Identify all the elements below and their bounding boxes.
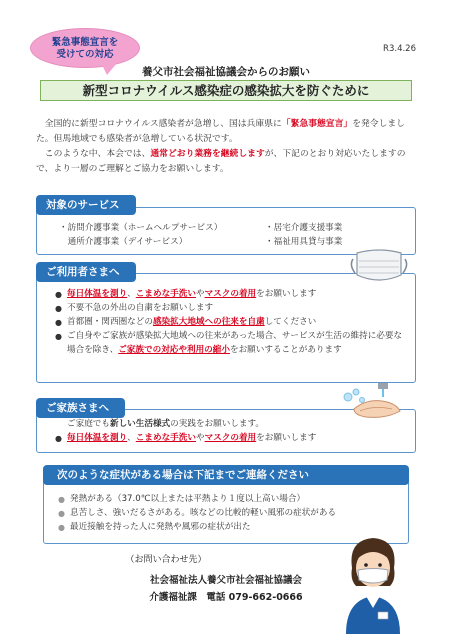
family-heading: ご家族さまへ [36,398,125,418]
users-b1-mid2: や [195,289,205,299]
contact-dept-phone: 介護福祉課 電話 079-662-0666 [149,592,303,603]
list-item: ● 最近接触を持った人に発熱や風邪の症状が出た [58,521,398,535]
list-item [55,288,407,302]
users-b1-end: をお願いします [256,289,317,299]
contact-org: 社会福祉法人養父市社会福祉協議会 [149,575,302,586]
contact-label: （お問い合わせ先） [125,555,207,565]
family-b1-mid1: 、 [127,432,136,443]
symptoms-heading: 次のような症状がある場合は下記までご連絡ください [43,465,409,485]
family-list [37,432,415,446]
users-b1-mid1: 、 [127,289,136,299]
intro-p1-b: を発令しました。但馬地域でも感染者が急増している状況です。 [36,119,405,144]
family-b1-end: をお願いします [256,432,317,443]
users-b1-red1: 毎日体温を測り [67,289,128,299]
list-item: ● 息苦しさ、強いだるさがある。咳などの比較的軽い風邪の症状がある [58,507,398,521]
users-heading: ご利用者さまへ [36,262,136,282]
symptoms-list [44,477,408,535]
users-box [36,273,416,383]
emergency-badge [30,28,140,68]
users-b4-red: ご家族での対応や利用の縮小 [118,344,230,355]
users-b3-red: 感染拡大地域への往来を自粛 [152,317,265,327]
services-heading: 対象のサービス [36,195,136,215]
list-item: ● 発熱がある（37.0℃以上または平熱より１度以上高い場合） [58,493,398,507]
service-item: 通所介護事業（デイサービス） [59,236,188,247]
users-b1-red3: マスクの着用 [204,289,257,299]
users-b1-red2: こまめな手洗い [135,289,196,299]
users-b4-a: ご自身やご家族が感染拡大地域への往来があった場合、サービスが生活の維持に必要な場合を除き、 [67,331,403,355]
list-item [55,330,407,357]
main-title: 新型コロナウイルス感染症の感染拡大を防ぐために [40,80,412,101]
intro-p2-red: 通常どおり業務を継続します [150,149,265,159]
intro-p2-a: このような中、本会では、 [44,149,151,159]
service-item: ・居宅介護支援事業 [265,223,343,233]
intro [36,117,421,177]
list-item [55,432,405,446]
badge-line-1: 緊急事態宣言を [51,37,119,48]
masked-staff-person-icon [338,534,408,634]
family-line1-a: ご家庭でも [67,419,110,429]
service-item: ・訪問介護事業（ホームヘルプサービス） [59,223,223,233]
intro-paragraph-2 [36,147,421,177]
family-b1-mid2: や [195,432,205,443]
users-b3-b: してください [264,317,317,327]
family-b1-red2: こまめな手洗い [135,432,196,443]
hand-washing-icon [336,383,406,421]
intro-p1-red: 「緊急事態宣言」 [281,119,353,129]
users-b4-b: をお願いすることがあります [229,344,342,355]
intro-p2-b: が、下記のとおり対応いたしますので、より一層のご理解とご協力をお願いします。 [36,149,406,174]
list-item: ● 不要不急の外出の自粛をお願いします [55,302,407,316]
family-line1-b: 新しい生活様式 [109,419,171,429]
face-mask-icon [349,245,409,287]
org-title: 養父市社会福祉協議会からのお願い [142,66,310,78]
badge-line-2: 受けての対応 [56,49,114,60]
intro-paragraph-1 [36,117,421,147]
service-item: ・福祉用具貸与事業 [265,236,343,247]
family-line1-c: の実践をお願いします。 [170,419,264,429]
users-b3-a: 首都圏・関西圏などの [67,317,153,327]
intro-p1-a: 全国的に新型コロナウイルス感染者が急増し、国は兵庫県に [44,119,282,129]
family-b1-red1: 毎日体温を測り [67,432,128,443]
family-b1-red3: マスクの着用 [204,432,257,443]
list-item [55,316,407,330]
date: R3.4.26 [383,44,416,54]
